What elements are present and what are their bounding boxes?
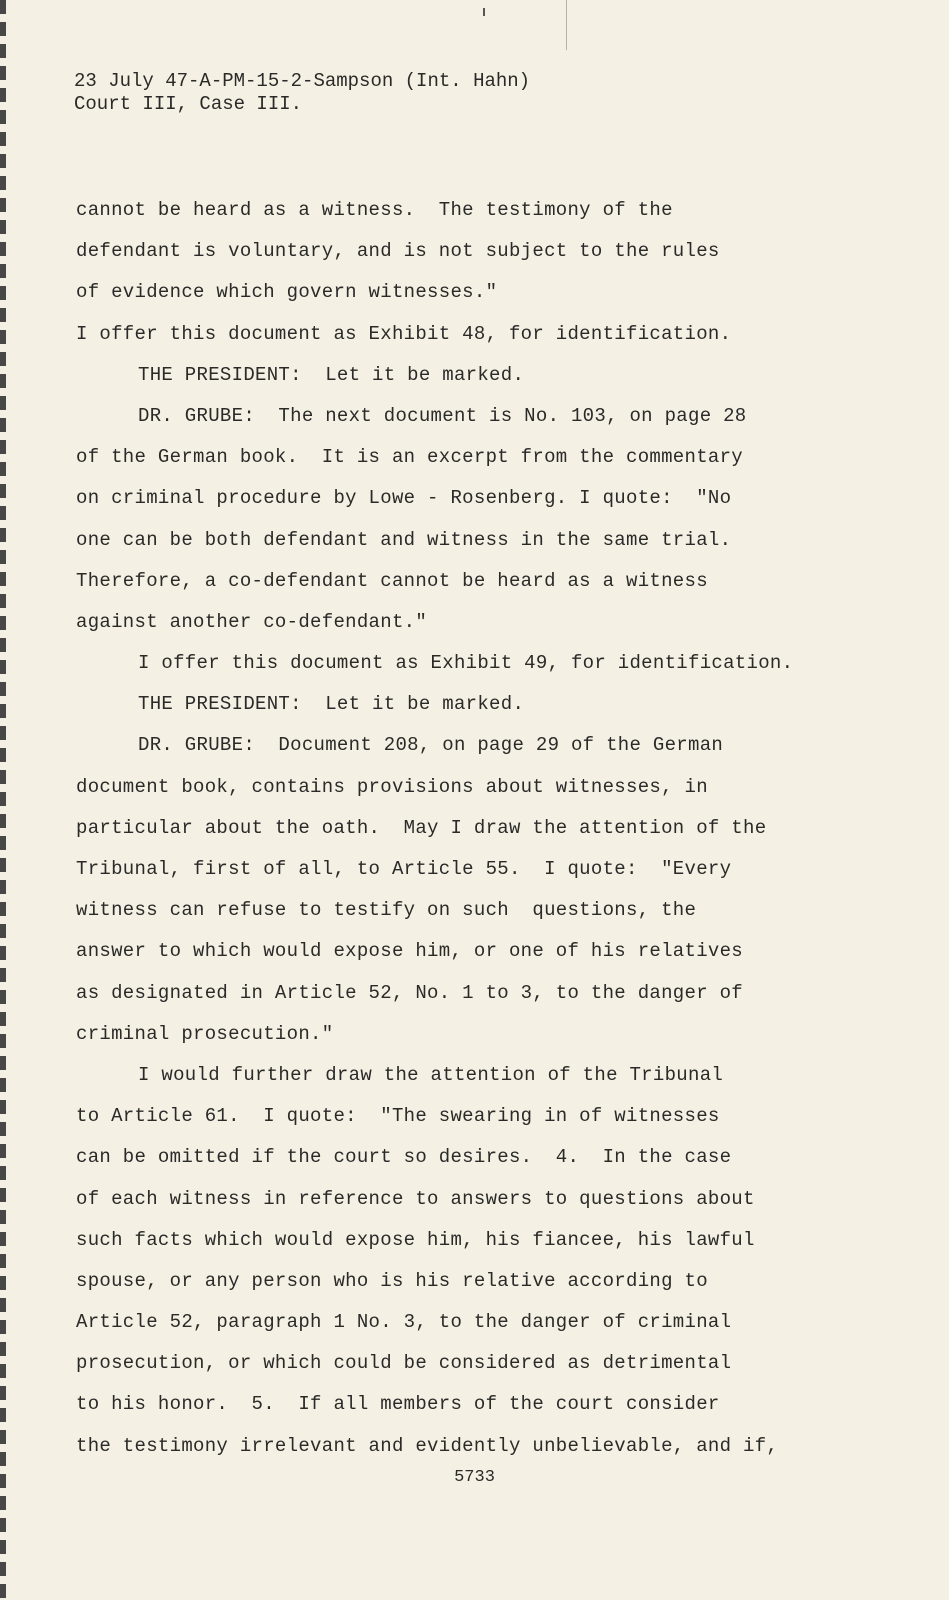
text-line: Article 52, paragraph 1 No. 3, to the danger of criminal <box>76 1311 732 1334</box>
text-line: answer to which would expose him, or one of his relatives <box>76 940 744 963</box>
binding-edge <box>0 0 6 1600</box>
text-line: of evidence which govern witnesses." <box>76 281 498 304</box>
text-line: DR. GRUBE: Document 208, on page 29 of the German <box>138 734 724 757</box>
ink-mark <box>483 8 485 16</box>
text-line: document book, contains provisions about witnesses, in <box>76 775 708 798</box>
text-line: particular about the oath. May I draw the attention of the <box>76 816 767 839</box>
text-line: on criminal procedure by Lowe - Rosenberg. I quote: "No <box>76 487 732 510</box>
text-line: of each witness in reference to answers to questions about <box>76 1187 755 1210</box>
ink-mark <box>566 0 567 50</box>
document-header <box>74 70 530 116</box>
text-line: can be omitted if the court so desires. 4. In the case <box>76 1146 732 1169</box>
text-line: cannot be heard as a witness. The testimony of the <box>76 199 673 221</box>
text-line: the testimony irrelevant and evidently unbelievable, and if, <box>76 1434 779 1457</box>
text-line: defendant is voluntary, and is not subject to the rules <box>76 240 720 263</box>
transcript-body <box>76 190 896 1467</box>
text-line: spouse, or any person who is his relative according to <box>76 1269 708 1292</box>
text-line: witness can refuse to testify on such questions, the <box>76 899 697 922</box>
header-line-2: Court III, Case III. <box>74 93 303 115</box>
text-line: to Article 61. I quote: "The swearing in of witnesses <box>76 1105 720 1128</box>
text-line: I offer this document as Exhibit 49, for identification. <box>138 652 794 675</box>
text-line: such facts which would expose him, his fiancee, his lawful <box>76 1228 755 1251</box>
text-line: as designated in Article 52, No. 1 to 3, to the danger of <box>76 981 744 1004</box>
text-line: prosecution, or which could be considered as detrimental <box>76 1352 732 1375</box>
text-line: Therefore, a co-defendant cannot be heard as a witness <box>76 569 708 592</box>
text-line: one can be both defendant and witness in the same trial. <box>76 528 732 551</box>
text-line: of the German book. It is an excerpt from the commentary <box>76 446 744 469</box>
page-number: 5733 <box>454 1468 495 1487</box>
text-line: criminal prosecution." <box>76 1022 334 1045</box>
header-line-1: 23 July 47-A-PM-15-2-Sampson (Int. Hahn) <box>74 70 531 92</box>
text-line: to his honor. 5. If all members of the court consider <box>76 1393 720 1416</box>
text-line: I would further draw the attention of the Tribunal <box>138 1063 724 1086</box>
text-line: Tribunal, first of all, to Article 55. I quote: "Every <box>76 858 732 880</box>
text-line: I offer this document as Exhibit 48, for identification. <box>76 322 732 345</box>
text-line: against another co-defendant." <box>76 610 428 633</box>
text-line: DR. GRUBE: The next document is No. 103, on page 28 <box>138 404 747 427</box>
text-line: THE PRESIDENT: Let it be marked. <box>138 363 525 386</box>
text-line: THE PRESIDENT: Let it be marked. <box>138 693 525 716</box>
